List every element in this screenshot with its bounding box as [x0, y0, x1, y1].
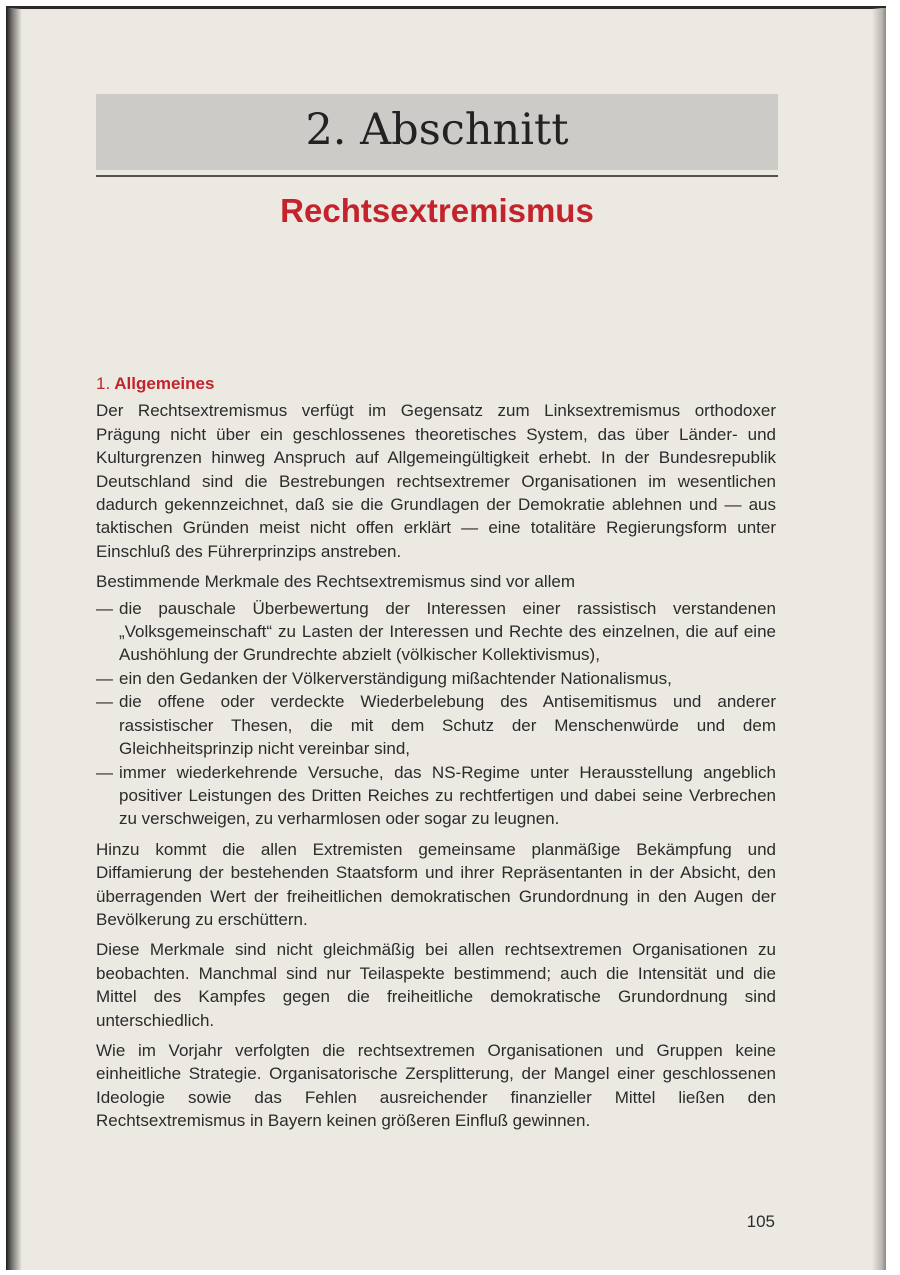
section-number: 2. Abschnitt: [305, 105, 569, 155]
page-top-edge: [6, 6, 886, 9]
paragraph-defamation: Hinzu kommt die allen Extremisten gemeinsame planmäßige Bekämpfung und Diffamierung der bestehenden Staatsform und ihrer Repräsentanten in der Absicht, den überragenden Wert der freiheitlichen demokratischen Grundordnung in den Augen der Bevölkerung zu erschüttern.: [96, 839, 776, 929]
list-item: [96, 761, 776, 831]
list-item-text: die offene oder verdeckte Wiederbelebung des Antisemitismus und anderer rassistischer Thesen, die mit dem Schutz der Menschenwürde und dem Gleichheitsprinzip nicht vereinbar sind,: [119, 692, 776, 759]
paragraph-features-variation: Diese Merkmale sind nicht gleichmäßig bei allen rechtsextremen Organisationen zu beobachten. Manchmal sind nur Teilaspekte bestimmend; auch die Intensität und die Mittel des Kampfes gegen die freiheitliche demokratische Grundordnung sind unterschiedlich.: [96, 940, 776, 1030]
list-item: [96, 690, 776, 760]
features-list: [96, 597, 776, 831]
subsection-heading: [96, 372, 776, 395]
paragraph-intro: Der Rechtsextremismus verfügt im Gegensatz zum Linksextremismus orthodoxer Prägung nicht über ein geschlossenes theoretisches System, das über Länder- und Kulturgrenzen hinweg Anspruch auf Allgemeingültigkeit erhebt. In der Bundesrepublik Deutschland sind die Bestrebungen rechtsextremer Organisationen im wesentlichen dadurch gekennzeichnet, daß sie die Grundlagen der Demokratie ablehnen und — aus taktischen Gründen meist nicht offen erklärt — eine totalitäre Regierungsform unter Einschluß des Führerprinzips anstreben.: [96, 401, 776, 561]
subsection-title: Allgemeines: [114, 374, 215, 393]
page-number: 105: [746, 1212, 775, 1231]
paragraph-features-lead: Bestimmende Merkmale des Rechtsextremismus sind vor allem: [96, 572, 575, 592]
dash-marker: —: [96, 598, 113, 618]
list-item-text: immer wiederkehrende Versuche, das NS-Regime unter Herausstellung angeblich positiver Leistungen des Dritten Reiches zu rechtfertigen und dabei seine Verbrechen zu verschweigen, zu verharmlosen oder sogar zu leugnen.: [119, 762, 776, 829]
paragraph-strategy: Wie im Vorjahr verfolgten die rechtsextremen Organisationen und Gruppen keine einheitliche Strategie. Organisatorische Zersplitterung, der Mangel einer geschlossenen Ideologie sowie das Fehlen ausreichender finanzieller Mittel ließen den Rechtsextremismus in Bayern keinen größeren Einfluß gewinnen.: [96, 1040, 776, 1131]
page-right-edge: [872, 8, 886, 1270]
binding-shadow: [6, 8, 22, 1270]
list-item: [96, 667, 776, 690]
header-rule: [96, 175, 778, 177]
subsection-number: 1.: [96, 374, 111, 393]
list-item-text: ein den Gedanken der Völkerverständigung mißachtender Nationalismus,: [119, 668, 672, 688]
dash-marker: —: [96, 692, 113, 712]
list-item-text: die pauschale Überbewertung der Interessen einer rassistisch verstandenen „Volksgemeinschaft“ zu Lasten der Interessen und Rechte des einzelnen, die auf eine Aushöhlung der Grundrechte abzielt (völkischer Kollektivismus),: [119, 598, 776, 665]
list-item: [96, 597, 776, 667]
body-text: [96, 372, 776, 1140]
section-title: Rechtsextremismus: [280, 192, 594, 229]
dash-marker: —: [96, 668, 113, 688]
dash-marker: —: [96, 762, 113, 782]
